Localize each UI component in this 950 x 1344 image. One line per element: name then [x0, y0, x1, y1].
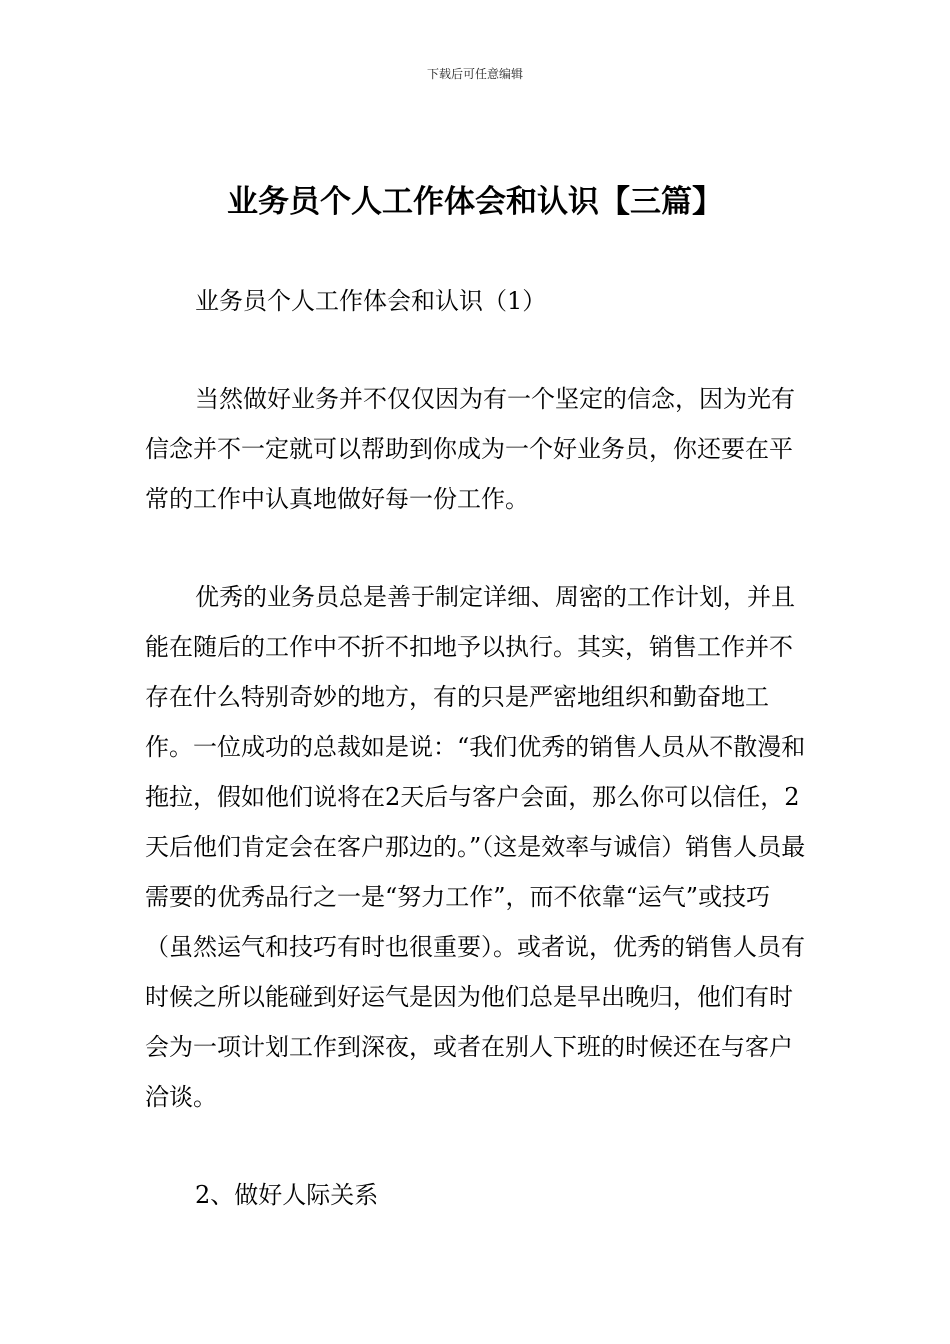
section-heading: 2、做好人际关系 — [195, 1181, 379, 1209]
section-subtitle: 业务员个人工作体会和认识（1） — [195, 287, 547, 315]
paragraph-1: 当然做好业务并不仅仅因为有一个坚定的信念，因为光有信念并不一定就可以帮助到你成为一个好业务员，你还要在平常的工作中认真地做好每一份工作。 — [145, 385, 795, 513]
header-note: 下载后可任意编辑 — [426, 67, 523, 81]
document-title: 业务员个人工作体会和认识【三篇】 — [227, 184, 723, 220]
paragraph-2: 优秀的业务员总是善于制定详细、周密的工作计划，并且能在随后的工作中不折不扣地予以执行。其实，销售工作并不存在什么特别奇妙的地方，有的只是严密地组织和勤奋地工作。一位成功的总裁如是说：“我们优秀的销售人员从不散漫和拖拉，假如他们说将在2天后与客户会面，那么你可以信任，2天后他们肯定会在客户那边的。”（这是效率与诚信）销售人员最需要的优秀品行之一是“努力工作”，而不依靠“运气”或技巧（虽然运气和技巧有时也很重要）。或者说，优秀的销售人员有时候之所以能碰到好运气是因为他们总是早出晚归，他们有时会为一项计划工作到深夜，或者在别人下班的时候还在与客户洽谈。 — [145, 583, 806, 1111]
